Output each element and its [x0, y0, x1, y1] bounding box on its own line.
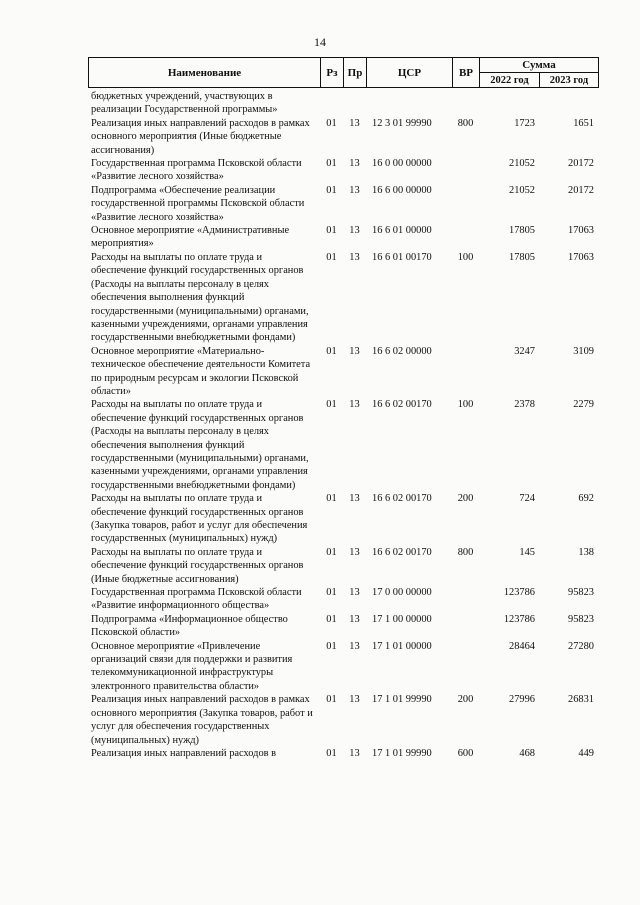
cell-csr: 16 6 02 00170 [372, 546, 432, 558]
table-row [88, 586, 598, 613]
table-row [88, 747, 598, 760]
cell-rz: 01 [326, 694, 337, 706]
cell-2023: 17063 [568, 251, 594, 263]
table-row [88, 640, 598, 694]
cell-csr: 16 6 00 00000 [372, 184, 432, 196]
cell-vr: 200 [457, 694, 474, 706]
cell-2022: 724 [519, 493, 535, 505]
cell-csr: 16 6 02 00170 [372, 399, 432, 411]
cell-pr: 13 [349, 251, 360, 263]
cell-2022: 3247 [514, 345, 535, 357]
cell-csr: 17 1 01 99990 [372, 747, 432, 759]
cell-2022 [479, 90, 539, 117]
cell-name: Расходы на выплаты по оплате труда и обеспечение функций государственных органов (Иные бюджетные ассигнования) [91, 546, 304, 585]
cell-csr: 17 0 00 00000 [372, 587, 432, 599]
cell-pr: 13 [349, 184, 360, 196]
cell-vr [452, 90, 479, 117]
cell-2023: 2279 [573, 399, 594, 411]
table-row [88, 184, 598, 224]
cell-rz: 01 [326, 251, 337, 263]
cell-csr: 17 1 00 00000 [372, 613, 432, 625]
cell-name: Подпрограмма «Обеспечение реализации государственной программы Псковской области «Развитие лесного хозяйства» [91, 184, 305, 223]
cell-vr: 600 [457, 747, 474, 759]
cell-vr: 200 [457, 493, 474, 505]
cell-vr: 100 [457, 251, 474, 263]
cell-2023: 95823 [568, 613, 594, 625]
cell-rz: 01 [326, 587, 337, 599]
cell-pr [343, 90, 366, 117]
cell-2022: 2378 [514, 399, 535, 411]
cell-name: Реализация иных направлений расходов в рамках основного мероприятия (Закупка товаров, работ и услуг для обеспечения государственных (муниципальных) нужд) [91, 694, 313, 746]
cell-2023: 20172 [568, 158, 594, 170]
table-row [88, 546, 598, 586]
cell-rz: 01 [326, 546, 337, 558]
cell-pr: 13 [349, 225, 360, 237]
cell-vr [452, 157, 479, 184]
cell-2023 [539, 90, 598, 117]
cell-vr [452, 586, 479, 613]
cell-2022: 468 [519, 747, 535, 759]
cell-csr: 17 1 01 99990 [372, 694, 432, 706]
cell-2022: 21052 [509, 158, 535, 170]
cell-2022: 27996 [509, 694, 535, 706]
table-row [88, 492, 598, 546]
cell-rz: 01 [326, 158, 337, 170]
header-sum: Сумма [480, 58, 599, 73]
cell-2023: 3109 [573, 345, 594, 357]
cell-pr: 13 [349, 587, 360, 599]
cell-2022: 123786 [503, 613, 535, 625]
cell-vr: 800 [457, 117, 474, 129]
cell-2023: 449 [578, 747, 594, 759]
cell-name: бюджетных учреждений, участвующих в реализации Государственной программы» [91, 91, 278, 116]
cell-name: Реализация иных направлений расходов в рамках основного мероприятия (Иные бюджетные ассигнования) [91, 117, 310, 156]
cell-rz [320, 90, 343, 117]
cell-csr: 12 3 01 99990 [372, 117, 432, 129]
cell-2023: 17063 [568, 225, 594, 237]
page-number: 14 [314, 35, 326, 49]
cell-rz: 01 [326, 345, 337, 357]
cell-rz: 01 [326, 399, 337, 411]
cell-2023: 138 [578, 546, 594, 558]
table-row [88, 224, 598, 251]
cell-name: Реализация иных направлений расходов в [91, 747, 277, 759]
cell-rz: 01 [326, 117, 337, 129]
cell-rz: 01 [326, 493, 337, 505]
cell-csr: 16 6 02 00000 [372, 345, 432, 357]
cell-rz: 01 [326, 747, 337, 759]
cell-pr: 13 [349, 747, 360, 759]
cell-rz: 01 [326, 225, 337, 237]
cell-pr: 13 [349, 493, 360, 505]
cell-csr: 16 6 02 00170 [372, 493, 432, 505]
cell-pr: 13 [349, 546, 360, 558]
header-name: Наименование [89, 58, 321, 88]
cell-pr: 13 [349, 613, 360, 625]
cell-vr [452, 184, 479, 224]
cell-pr: 13 [349, 158, 360, 170]
cell-name: Расходы на выплаты по оплате труда и обеспечение функций государственных органов (Расходы на выплаты персоналу в целях обеспечения выполнения функций государственными (муниципальными) органами, казенными учреждениями, органами управления государственными внебюджетными фондами) [91, 399, 309, 491]
cell-2023: 95823 [568, 587, 594, 599]
cell-vr: 800 [457, 546, 474, 558]
table-row [88, 693, 598, 747]
cell-rz: 01 [326, 640, 337, 652]
cell-name: Основное мероприятие «Материально-техническое обеспечение деятельности Комитета по природным ресурсам и экологии Псковской области» [91, 345, 311, 397]
cell-vr [452, 640, 479, 694]
cell-2023: 27280 [568, 640, 594, 652]
cell-name: Расходы на выплаты по оплате труда и обеспечение функций государственных органов (Закупка товаров, работ и услуг для обеспечения государственных (муниципальных) нужд) [91, 493, 308, 545]
cell-vr [452, 224, 479, 251]
table-row [88, 345, 598, 399]
cell-csr: 16 0 00 00000 [372, 158, 432, 170]
cell-csr: 16 6 01 00000 [372, 225, 432, 237]
header-vr: ВР [453, 58, 480, 88]
cell-2022: 1723 [514, 117, 535, 129]
cell-csr: 17 1 01 00000 [372, 640, 432, 652]
cell-csr [366, 90, 452, 117]
table-row [88, 157, 598, 184]
cell-2022: 28464 [509, 640, 535, 652]
header-csr: ЦСР [367, 58, 453, 88]
header-2022: 2022 год [480, 73, 540, 88]
cell-rz: 01 [326, 184, 337, 196]
cell-2022: 21052 [509, 184, 535, 196]
cell-name: Основное мероприятие «Административные мероприятия» [91, 225, 290, 250]
cell-2023: 1651 [573, 117, 594, 129]
budget-table [88, 90, 598, 760]
cell-2023: 20172 [568, 184, 594, 196]
header-rz: Рз [321, 58, 344, 88]
cell-name: Расходы на выплаты по оплате труда и обеспечение функций государственных органов (Расходы на выплаты персоналу в целях обеспечения выполнения функций государственными (муниципальными) органами, казенными учреждениями, органами управления государственными внебюджетными фондами) [91, 251, 309, 344]
table-row [88, 613, 598, 640]
cell-pr: 13 [349, 694, 360, 706]
cell-pr: 13 [349, 640, 360, 652]
cell-name: Государственная программа Псковской области «Развитие лесного хозяйства» [91, 158, 302, 183]
table-row [88, 251, 598, 345]
cell-2022: 145 [519, 546, 535, 558]
table-row [88, 90, 598, 117]
cell-name: Подпрограмма «Информационное общество Псковской области» [91, 613, 288, 639]
cell-vr: 100 [457, 399, 474, 411]
cell-name: Основное мероприятие «Привлечение организаций связи для поддержки и развития телекоммуникационной инфраструктуры электронного правительства области» [91, 640, 293, 692]
cell-2023: 692 [578, 493, 594, 505]
cell-pr: 13 [349, 117, 360, 129]
cell-rz: 01 [326, 613, 337, 625]
cell-2022: 123786 [503, 587, 535, 599]
table-row [88, 117, 598, 157]
table-row [88, 398, 598, 492]
table-header [88, 57, 599, 88]
header-pr: Пр [344, 58, 367, 88]
cell-vr [452, 345, 479, 399]
cell-2022: 17805 [509, 225, 535, 237]
cell-csr: 16 6 01 00170 [372, 251, 432, 263]
cell-name: Государственная программа Псковской области «Развитие информационного общества» [91, 587, 302, 612]
header-2023: 2023 год [540, 73, 599, 88]
cell-pr: 13 [349, 345, 360, 357]
cell-pr: 13 [349, 399, 360, 411]
cell-2022: 17805 [509, 251, 535, 263]
cell-vr [452, 613, 479, 640]
cell-2023: 26831 [568, 694, 594, 706]
